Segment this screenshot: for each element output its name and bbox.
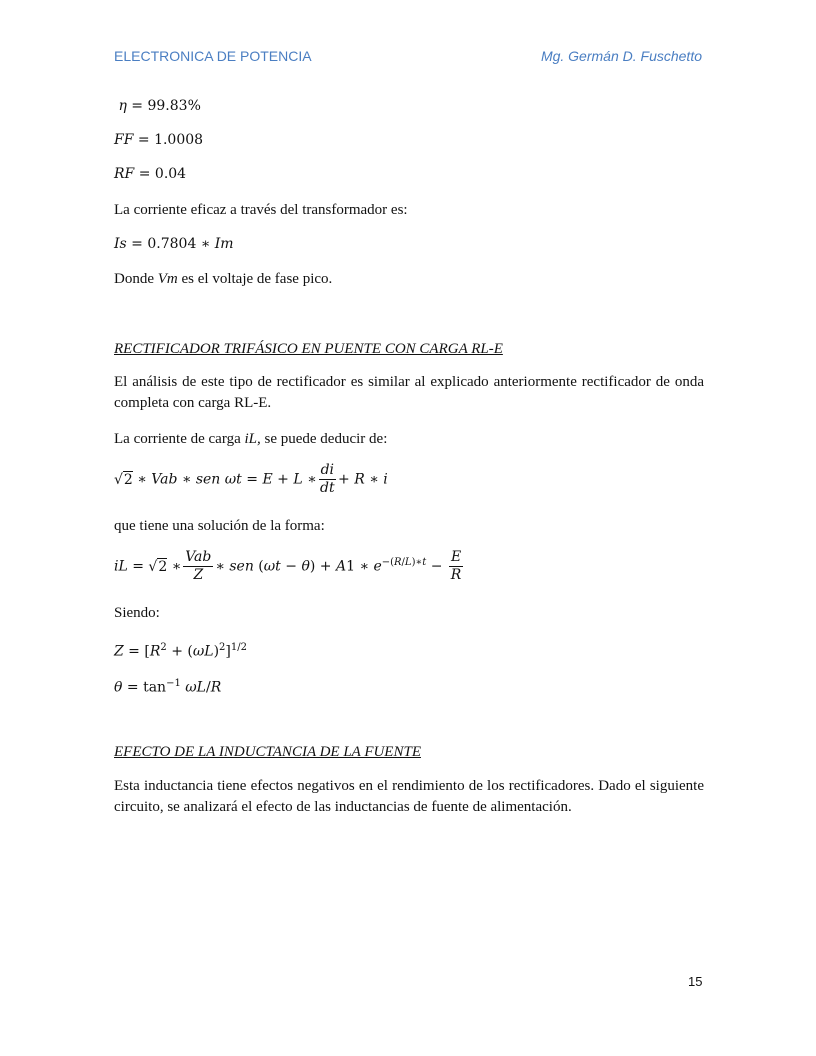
equation-efficiency: η = 99.83% xyxy=(118,98,201,114)
equation-differential: √2 ∗ Vab ∗ sen ωt = E + L ∗ $\frac{di}{dt}$ + R ∗ i xyxy=(114,462,388,496)
paragraph-inductance-effects: Esta inductancia tiene efectos negativos en el rendimiento de los rectificadores. Dado el siguiente circuito, se analizará el efecto de las inductancias de fuente de alimentación. xyxy=(114,778,704,815)
paragraph-load-current: La corriente de carga iL, se puede deducir de: xyxy=(114,431,388,447)
paragraph-solution-form: que tiene una solución de la forma: xyxy=(114,518,325,534)
equation-solution: iL = √2 ∗ $\frac{\text{Vab}}{Z}$ ∗ sen (ωt − θ) + A1 ∗ $e^{-(R/L)∗t}$ − $\frac{E}{R}$ xyxy=(114,549,462,583)
header-title: ELECTRONICA DE POTENCIA xyxy=(114,48,312,64)
equation-transformer-current: Is = 0.7804 ∗ Im xyxy=(114,236,234,252)
paragraph-rms-current: La corriente eficaz a través del transformador es: xyxy=(114,202,408,218)
equation-form-factor: FF = 1.0008 xyxy=(114,132,204,148)
paragraph-vm-definition: Donde Vm es el voltaje de fase pico. xyxy=(114,271,333,287)
equation-impedance: $Z = [R^2 + (\omega L)^2]^{1/2}$ xyxy=(114,642,247,660)
paragraph-where: Siendo: xyxy=(114,605,160,621)
page-number: 15 xyxy=(688,974,703,989)
section-heading-rle-bridge: RECTIFICADOR TRIFÁSICO EN PUENTE CON CARGA RL-E xyxy=(114,341,503,357)
header-author: Mg. Germán D. Fuschetto xyxy=(540,48,702,64)
paragraph-analysis: El análisis de este tipo de rectificador es similar al explicado anteriormente rectificador de onda completa con carga RL-E. xyxy=(114,374,704,411)
equation-phase-angle: $\theta = \tan^{-1} \omega L/R$ xyxy=(114,678,222,696)
equation-ripple-factor: RF = 0.04 xyxy=(114,166,187,182)
section-heading-source-inductance: EFECTO DE LA INDUCTANCIA DE LA FUENTE xyxy=(114,744,421,760)
